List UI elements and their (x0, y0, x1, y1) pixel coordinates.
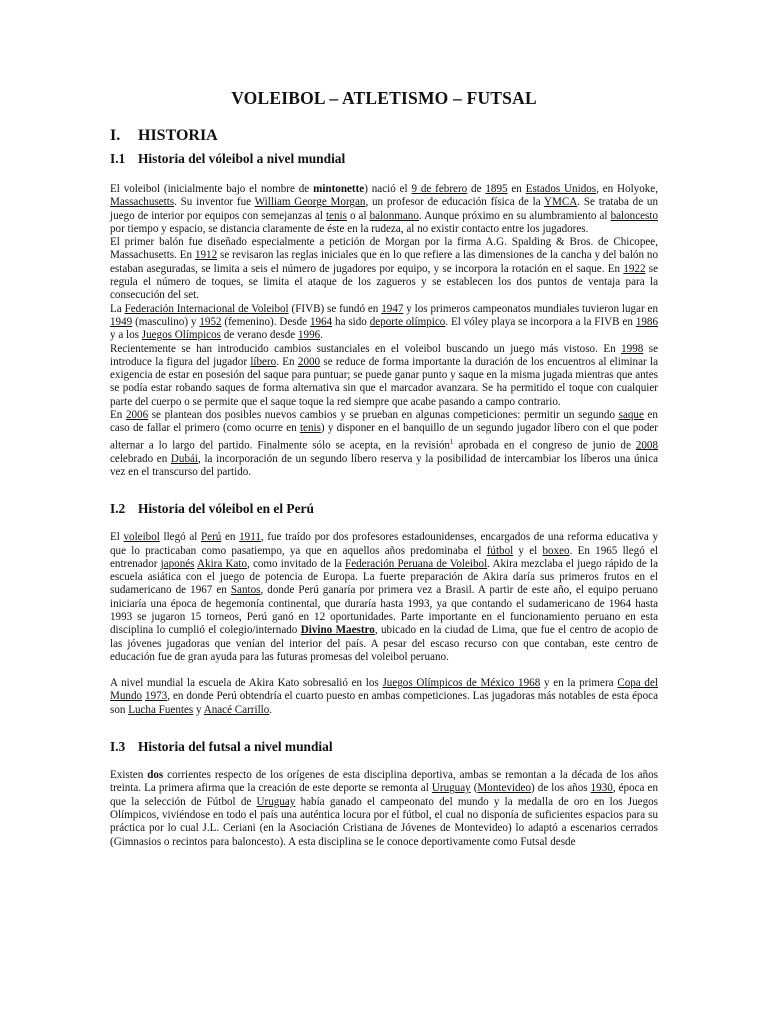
section-title: HISTORIA (138, 127, 218, 144)
document-page (110, 88, 658, 849)
link[interactable]: Copa del Mundo (110, 677, 658, 703)
link[interactable]: Montevideo (477, 782, 532, 795)
paragraph-futsal: Existen dos corrientes respecto de los orígenes de esta disciplina deportiva, ambas se remontan a la década de los años treinta. La primera afirma que la creación de este deporte se remonta al Uruguay (Montevideo) de los años 1930, época en que la selección de Fútbol de Uruguay había ganado el campeonato del mundo y la medalla de oro en los Juegos Olímpicos, viviéndose en todo el país una auténtica locura por el fútbol, el cual no disponía de suficientes espacios para su práctica por lo cual J.L. Ceriani (en la Asociación Cristiana de Jóvenes de Montevideo) lo adaptó a escenarios cerrados (Gimnasios o recintos para baloncesto). A esta disciplina se le conoce deportivamente como Futsal desde (110, 769, 658, 848)
link[interactable]: 1986 (635, 315, 658, 328)
link[interactable]: japonés (160, 557, 195, 570)
subsection-title: Historia del vóleibol a nivel mundial (138, 151, 346, 166)
link[interactable]: William George Morgan (254, 196, 366, 209)
subsection-heading-3 (110, 739, 658, 755)
bold-term: dos (147, 769, 164, 782)
link[interactable]: balonmano (369, 209, 419, 222)
link[interactable]: líbero (250, 355, 277, 368)
paragraph-changes: Recientemente se han introducido cambios sustanciales en el voleibol buscando un juego más vistoso. En 1998 se introduce la figura del jugador líbero. En 2000 se reduce de forma importante la duración de los encuentros al eliminar la exigencia de estar en posesión del saque para puntuar; se puede ganar punto y saque en la misma jugada mientras que antes se podía estar robando saques de forma alternativa sin que el marcador avanzara. Se ha permitido el toque con cualquier parte del cuerpo o se permite que el saque toque la red siempre que acabe pasando a campo contrario. (110, 342, 659, 408)
subsection-heading-1 (110, 151, 658, 167)
link[interactable]: 1895 (485, 183, 508, 195)
subsection-number: I.2 (110, 501, 126, 517)
link[interactable]: Santos (230, 584, 261, 597)
link[interactable]: boxeo (542, 544, 570, 557)
link[interactable]: 1996 (297, 329, 321, 342)
paragraph-2006: En 2006 se plantean dos posibles nuevos cambios y se prueban en algunas competiciones: permitir un segundo saque en caso de fallar el primero (como ocurre en tenis) y disponer en el banquillo de un segundo jugador líbero con el que poder alternar a lo largo del partido. Finalmente sólo se acepta, en la revisión$^1$ aprobada en el congreso de junio de 2008 celebrado en Dubái, la incorporación de un segundo líbero reserva y la posibilidad de intercambiar los líberos una única vez en el transcurso del partido. (110, 409, 658, 478)
link[interactable]: 1922 (623, 262, 646, 275)
link[interactable]: tenis (299, 422, 321, 435)
link[interactable]: YMCA (544, 196, 578, 209)
link[interactable]: 1912 (194, 249, 218, 262)
paragraph-origin: El voleibol (inicialmente bajo el nombre de mintonette) nació el 9 de febrero de 1895 en Estados Unidos, en Holyoke, Massachusetts. Su inventor fue William George Morgan, un profesor de educación física de la YMCA. Se trataba de un juego de interior por equipos con semejanzas al tenis o al balonmano. Aunque próximo en su alumbramiento al baloncesto por tiempo y espacio, se distancia claramente de éste en la rudeza, al no existir contacto entre los jugadores. (110, 183, 659, 235)
link[interactable]: 1911 (239, 531, 261, 544)
bold-term: mintonette (313, 183, 365, 195)
link[interactable]: Juegos Olímpicos de México 1968 (382, 677, 541, 690)
link[interactable]: voleibol (123, 531, 160, 544)
link[interactable]: Lucha Fuentes (128, 703, 194, 716)
link[interactable]: Perú (200, 531, 222, 544)
link[interactable]: deporte olímpico (369, 315, 446, 328)
subsection-number: I.3 (110, 739, 126, 755)
link[interactable]: Federación Peruana de Voleibol (345, 557, 488, 570)
link[interactable]: Juegos Olímpicos (141, 329, 221, 342)
link[interactable]: Federación Internacional de Voleibol (124, 302, 289, 315)
link[interactable]: Divino Maestro (300, 624, 375, 637)
link[interactable]: Akira Kato (197, 557, 248, 570)
link[interactable]: Massachusetts (110, 196, 175, 209)
link[interactable]: Estados Unidos (525, 183, 597, 195)
section-heading (110, 127, 658, 145)
link[interactable]: 1998 (621, 342, 644, 355)
link[interactable]: Anacé Carrillo (203, 703, 270, 716)
link[interactable]: 1947 (381, 302, 404, 315)
link[interactable]: 2008 (635, 439, 658, 452)
subsection-heading-2 (110, 501, 658, 517)
document-title: VOLEIBOL – ATLETISMO – FUTSAL (231, 88, 537, 108)
link[interactable]: Uruguay (431, 782, 471, 795)
subsection-title: Historia del futsal a nivel mundial (138, 739, 333, 755)
section-number: I. (110, 127, 121, 144)
link[interactable]: 1964 (309, 315, 333, 328)
subsection-title: Historia del vóleibol en el Perú (138, 501, 314, 517)
link[interactable]: saque (618, 409, 644, 422)
link[interactable]: tenis (325, 209, 347, 222)
link[interactable]: 2000 (297, 355, 321, 368)
link[interactable]: 9 de febrero (411, 183, 468, 195)
link[interactable]: 1973 (145, 690, 168, 703)
paragraph-fivb: La Federación Internacional de Voleibol (FIVB) se fundó en 1947 y los primeros campeonatos mundiales tuvieron lugar en 1949 (masculino) y 1952 (femenino). Desde 1964 ha sido deporte olímpico. El vóley playa se incorpora a la FIVB en 1986 y a los Juegos Olímpicos de verano desde 1996. (110, 302, 658, 342)
paragraph-peru: El voleibol llegó al Perú en 1911, fue traído por dos profesores estadounidenses, encargados de una reforma educativa y que lo practicaban como pasatiempo, ya que en aquellos años predominaba el fútbol y el boxeo. En 1965 llegó el entrenador japonés Akira Kato, como invitado de la Federación Peruana de Voleibol. Akira mezclaba el juego rápido de la escuela asiática con el juego de potencia de Europa. La fuerte preparación de Akira daría sus primeros frutos en el sudamericano de 1967 en Santos, donde Perú ganaría por primera vez a Brasil. A partir de este año, el equipo peruano iniciaría una época de hegemonía continental, que duraría hasta 1993, ya que contando el sudamericano de 1964 hasta 1993 se jugaron 15 torneos, Perú ganó en 12 oportunidades. Parte importante en el funcionamiento peruano en esta disciplina lo cumplió el colegio/internado Divino Maestro, ubicado en la ciudad de Lima, que fue el centro de acopio de las jóvenes jugadoras que venían del interior del país. A pesar del escaso recurso con que contaban, este centro de educación fue de gran ayuda para las futuras promesas del voleibol peruano. (110, 531, 658, 663)
link[interactable]: Dubái (170, 452, 199, 465)
subsection-number: I.1 (110, 151, 126, 166)
link[interactable]: 1930 (590, 782, 613, 795)
link[interactable]: 1949 (110, 315, 133, 328)
paragraph-rules: El primer balón fue diseñado especialmente a petición de Morgan por la firma A.G. Spalding & Bros. de Chicopee, Massachusetts. En 1912 se revisaron las reglas iniciales que en lo que refiere a las dimensiones de la cancha y del balón no estaban aseguradas, se limita a seis el número de jugadores por equipo, y se incorpora la rotación en el saque. En 1922 se regula el número de toques, se limita el ataque de los zagueros y se establecen los dos puntos de ventaja para la consecución del set. (110, 236, 658, 302)
footnote-marker[interactable]: 1 (449, 437, 454, 446)
link[interactable]: Uruguay (256, 795, 296, 808)
paragraph-akira: A nivel mundial la escuela de Akira Kato sobresalió en los Juegos Olímpicos de México 1968 y en la primera Copa del Mundo 1973, en donde Perú obtendría el cuarto puesto en ambas competiciones. Las jugadoras más notables de esta época son Lucha Fuentes y Anacé Carrillo. (110, 677, 659, 716)
link[interactable]: fútbol (486, 544, 514, 557)
link[interactable]: 1952 (199, 315, 222, 328)
link[interactable]: baloncesto (610, 209, 659, 222)
link[interactable]: 2006 (125, 409, 149, 422)
